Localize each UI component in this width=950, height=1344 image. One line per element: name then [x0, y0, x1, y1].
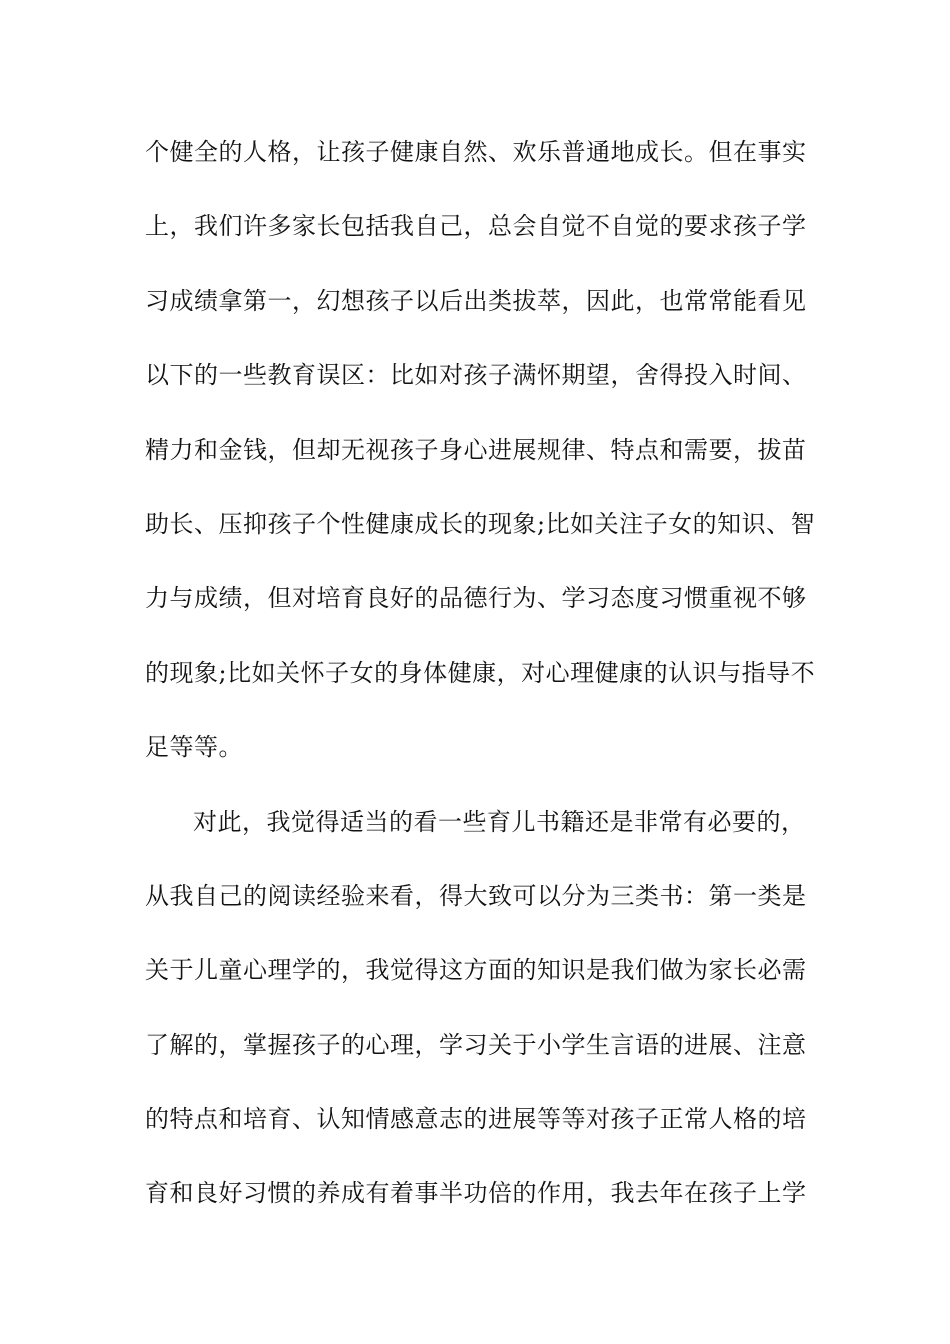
paragraph-start-line: 对此，我觉得适当的看一些育儿书籍还是非常有必要的，	[193, 807, 806, 836]
text-line: 育和良好习惯的养成有着事半功倍的作用，我去年在孩子上学	[145, 1179, 807, 1208]
text-line: 力与成绩，但对培育良好的品德行为、学习态度习惯重视不够	[145, 584, 807, 613]
text-line: 以下的一些教育误区：比如对孩子满怀期望，舍得投入时间、	[145, 361, 807, 390]
text-line: 助长、压抑孩子个性健康成长的现象;比如关注子女的知识、智	[145, 509, 816, 538]
text-line: 精力和金钱，但却无视孩子身心进展规律、特点和需要，拔苗	[145, 435, 807, 464]
text-line: 上，我们许多家长包括我自己，总会自觉不自觉的要求孩子学	[145, 212, 807, 241]
text-line: 足等等。	[145, 733, 243, 762]
text-line: 的现象;比如关怀子女的身体健康，对心理健康的认识与指导不	[145, 658, 816, 687]
body-text	[145, 128, 815, 1244]
text-line: 从我自己的阅读经验来看，得大致可以分为三类书：第一类是	[145, 881, 807, 910]
text-line: 习成绩拿第一，幻想孩子以后出类拔萃，因此，也常常能看见	[145, 286, 807, 315]
text-line: 个健全的人格，让孩子健康自然、欢乐普通地成长。但在事实	[145, 138, 807, 166]
text-line: 的特点和培育、认知情感意志的进展等等对孩子正常人格的培	[145, 1105, 807, 1134]
text-line: 关于儿童心理学的，我觉得这方面的知识是我们做为家长必需	[145, 956, 807, 985]
text-line: 了解的，掌握孩子的心理，学习关于小学生言语的进展、注意	[145, 1030, 807, 1059]
